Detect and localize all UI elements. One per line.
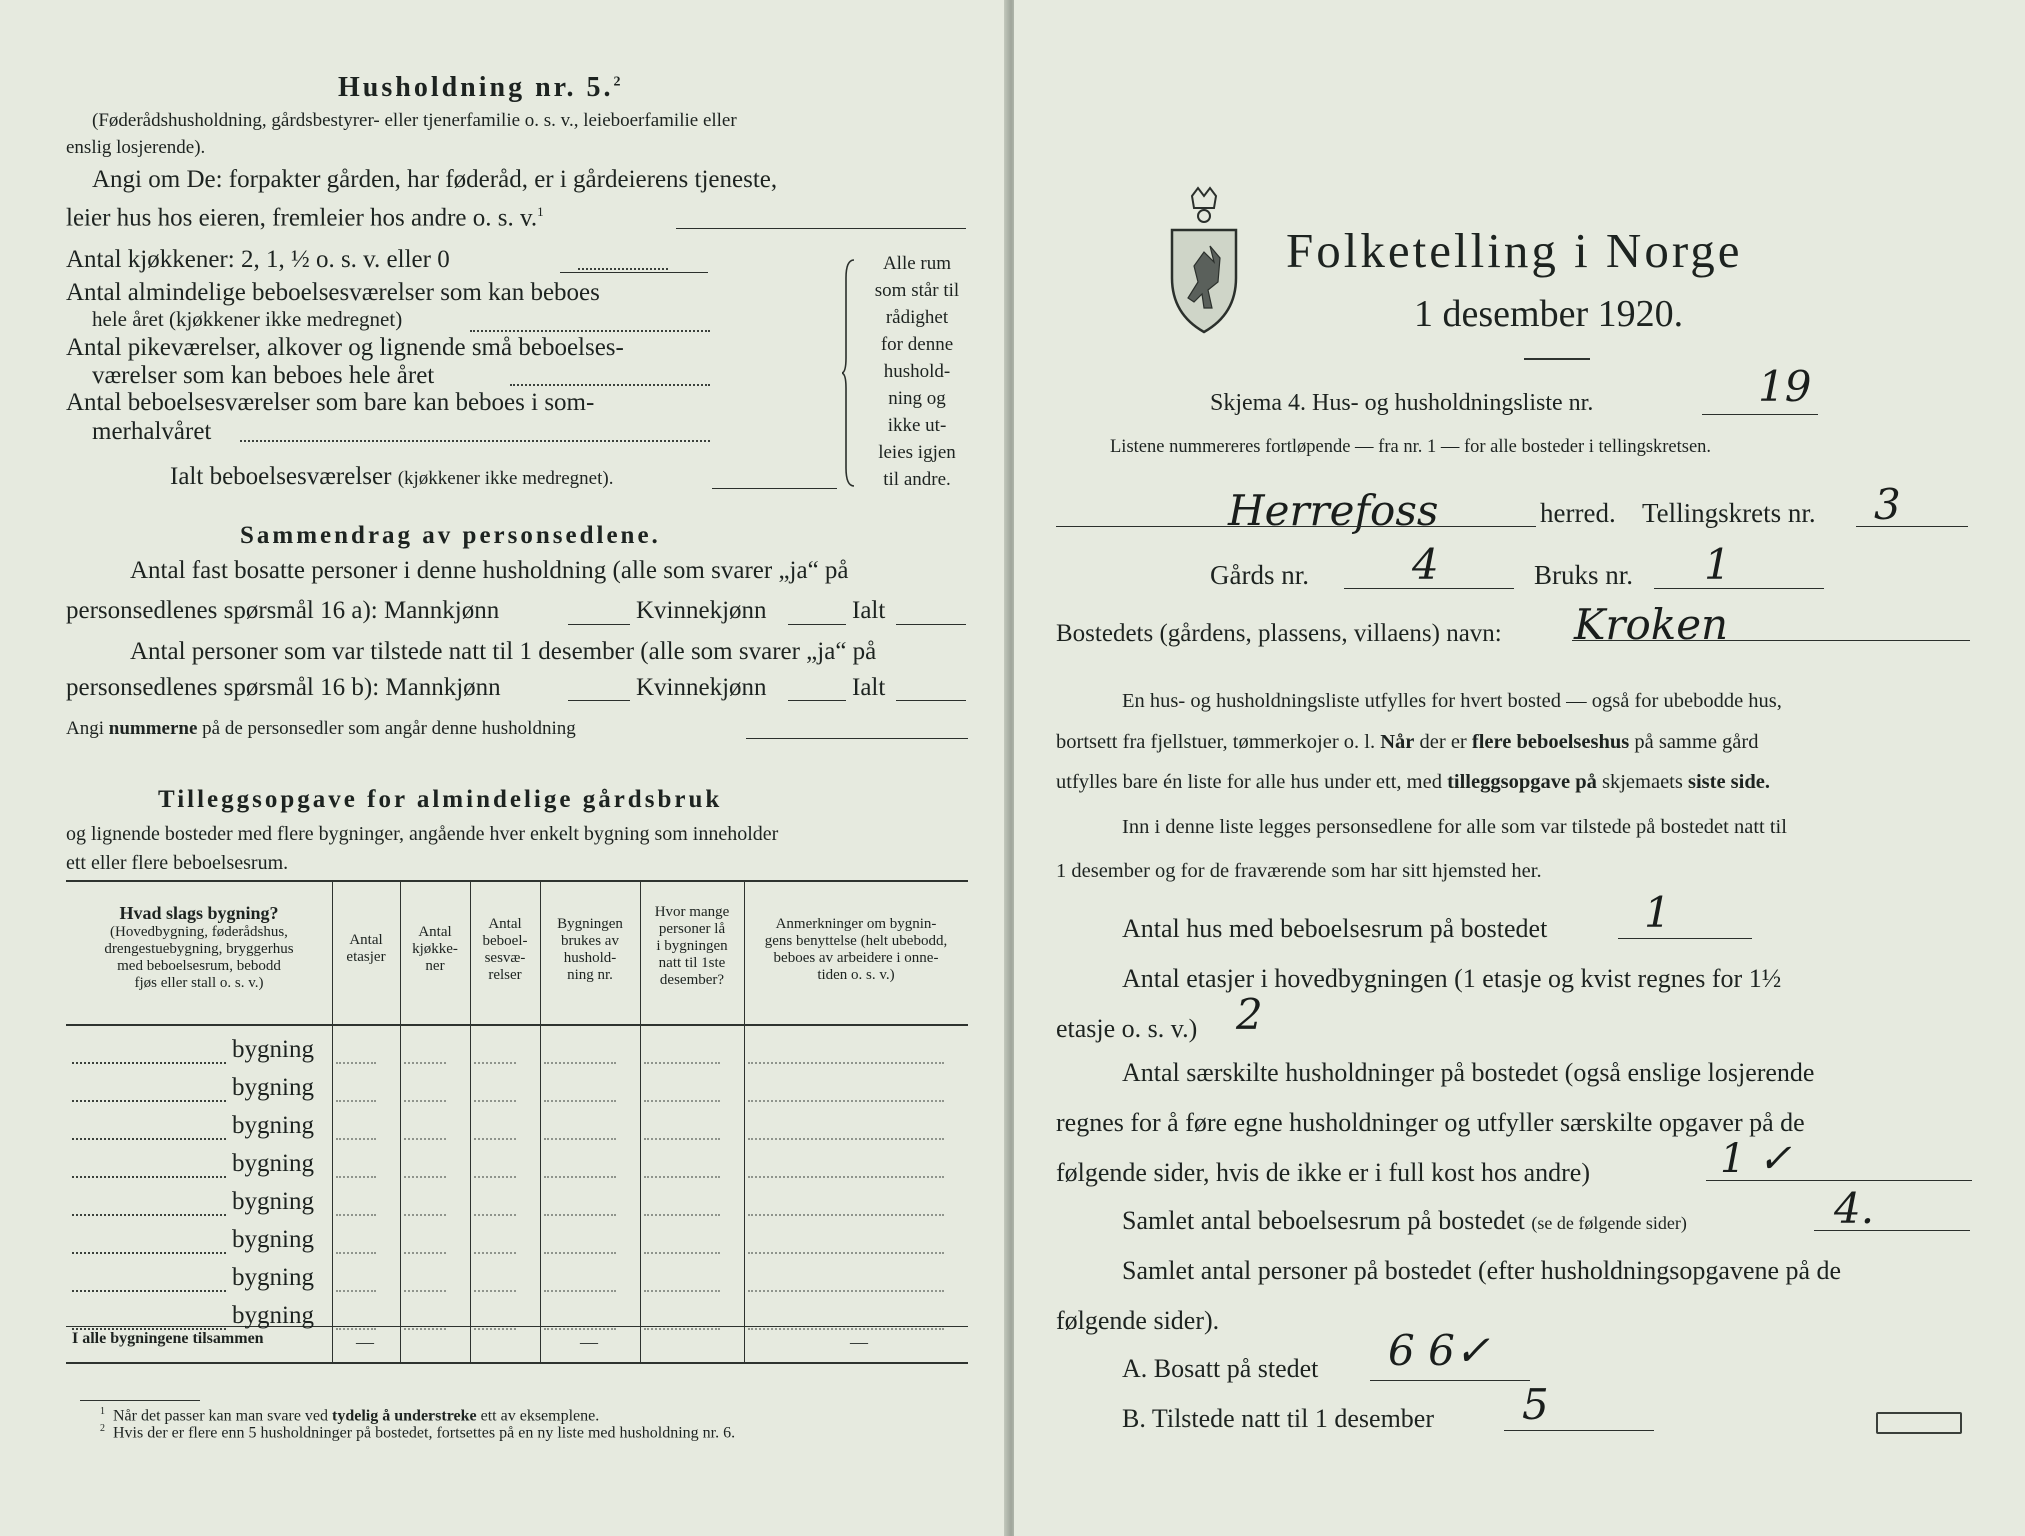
table-cell-field[interactable]	[644, 1252, 720, 1254]
table-top-rule	[66, 880, 968, 882]
col-header-floors	[332, 932, 400, 966]
col-header-line: brukes av	[561, 933, 619, 949]
footnote-1-bold: tydelig å understreke	[332, 1407, 477, 1425]
table-cell-field[interactable]	[748, 1328, 944, 1330]
building-type-field[interactable]	[72, 1214, 226, 1216]
col-header-line: relser	[488, 967, 522, 983]
table-cell-field[interactable]	[404, 1252, 446, 1254]
table-cell-field[interactable]	[336, 1328, 376, 1330]
person-numbers-label	[66, 718, 576, 740]
dwelling-name-line	[1572, 640, 1970, 641]
table-cell-field[interactable]	[644, 1062, 720, 1064]
household-intro-2: enslig losjerende).	[66, 137, 206, 158]
table-cell-field[interactable]	[474, 1328, 516, 1330]
summer-rooms-dots	[240, 440, 710, 442]
table-cell-field[interactable]	[336, 1214, 376, 1216]
present-male-line[interactable]	[568, 700, 630, 701]
ordinary-rooms-label: Antal almindelige beboelsesværelser som kan beboes	[66, 279, 600, 306]
col-header-line: Antal	[418, 924, 452, 940]
dwelling-name-value[interactable]: Kroken	[1574, 600, 1729, 649]
district-value[interactable]: 3	[1874, 480, 1901, 529]
households-label-2: regnes for å føre egne husholdninger og utfyller særskilte opgaver på de	[1056, 1108, 1805, 1137]
col-header-line: natt til 1ste	[658, 955, 726, 971]
footnote-1-post: ett av eksemplene.	[476, 1407, 600, 1425]
table-cell-field[interactable]	[474, 1252, 516, 1254]
present-female-line[interactable]	[788, 700, 846, 701]
table-cell-field[interactable]	[748, 1062, 944, 1064]
table-cell-field[interactable]	[404, 1100, 446, 1102]
present-value[interactable]: 5	[1522, 1380, 1549, 1429]
building-row-label: bygning	[232, 1074, 314, 1101]
household-title-text: Husholdning nr. 5.	[338, 72, 614, 103]
table-row	[66, 1034, 968, 1072]
census-date: 1 desember 1920.	[1414, 293, 1684, 335]
maid-rooms-label-2: værelser som kan beboes hele året	[92, 362, 435, 389]
total-rooms-note: (kjøkkener ikke medregnet).	[397, 468, 614, 489]
farm-no-value[interactable]: 4	[1412, 540, 1439, 589]
present-count-line-2	[66, 674, 501, 702]
resident-female-line[interactable]	[788, 624, 846, 625]
person-numbers-bold: nummerne	[108, 718, 198, 739]
total-rooms-site-label	[1122, 1206, 1687, 1236]
supplement-title: Tilleggsopgave for almindelige gårdsbruk	[158, 786, 723, 813]
schema-label: Skjema 4. Hus- og husholdningsliste nr.	[1210, 390, 1594, 416]
table-row	[66, 1262, 968, 1300]
table-cell-field[interactable]	[644, 1100, 720, 1102]
col-header-line: tiden o. s. v.)	[817, 967, 895, 983]
printer-stamp	[1876, 1412, 1962, 1434]
total-rooms-site-note: (se de følgende sider)	[1531, 1213, 1687, 1233]
present-line	[1504, 1430, 1654, 1431]
table-cell-field[interactable]	[336, 1138, 376, 1140]
angi-line-2	[66, 204, 544, 232]
table-cell-field[interactable]	[644, 1176, 720, 1178]
municipality-value[interactable]: Herrefoss	[1228, 486, 1439, 535]
table-cell-field[interactable]	[336, 1290, 376, 1292]
total-persons-label-1: Samlet antal personer på bostedet (efter husholdningsopgavene på de	[1122, 1256, 1842, 1285]
person-numbers-pre: Angi	[66, 718, 109, 739]
title-rule	[1524, 358, 1590, 360]
angi-answer-line[interactable]	[676, 228, 966, 229]
building-type-field[interactable]	[72, 1252, 226, 1254]
supplement-intro-1: og lignende bosteder med flere bygninger, angående hver enkelt bygning som inneholder	[66, 823, 779, 845]
present-count-line-1: Antal personer som var tilstede natt til 1 desember (alle som svarer „ja“ på	[130, 638, 877, 665]
person-numbers-post: på de personsedler som angår denne husholdning	[197, 718, 576, 739]
table-cell-field[interactable]	[748, 1214, 944, 1216]
summary-title: Sammendrag av personsedlene.	[240, 522, 661, 549]
instruction-line-2	[1056, 731, 1758, 754]
col-header-line: kjøkke-	[412, 941, 458, 957]
building-row-label: bygning	[232, 1112, 314, 1139]
total-rooms-site-value[interactable]: 4.	[1834, 1184, 1875, 1233]
col-header-line: ning nr.	[567, 967, 613, 983]
resident-label: A. Bosatt på stedet	[1122, 1354, 1319, 1383]
brace-note-line: rådighet	[885, 307, 949, 328]
col-header-line: etasjer	[346, 949, 386, 965]
present-label: B. Tilstede natt til 1 desember	[1122, 1404, 1434, 1433]
present-total-label: Ialt	[852, 674, 886, 701]
col-header-line: Hvor mange	[654, 904, 730, 920]
kitchen-dots	[578, 268, 668, 270]
total-dash-floors: —	[356, 1332, 374, 1352]
summer-rooms-label-2: merhalvåret	[92, 418, 212, 445]
table-row	[66, 1072, 968, 1110]
list-number-line	[1702, 414, 1818, 415]
table-row	[66, 1186, 968, 1224]
brace-note-line: ikke ut-	[887, 415, 947, 436]
brace-note-line: som står til	[874, 280, 960, 301]
resident-count-line-2	[66, 597, 499, 625]
col-header-sub-line: fjøs eller stall o. s. v.)	[134, 975, 264, 991]
table-cell-field[interactable]	[474, 1290, 516, 1292]
col-header-rooms	[470, 916, 540, 984]
resident-line	[1370, 1380, 1530, 1381]
total-persons-label-2: følgende sider).	[1056, 1306, 1220, 1335]
households-line	[1706, 1180, 1972, 1181]
instruction-3d: siste side.	[1687, 771, 1770, 793]
table-cell-field[interactable]	[748, 1138, 944, 1140]
households-label-1: Antal særskilte husholdninger på bostedet (også enslige losjerende	[1122, 1058, 1815, 1087]
instruction-2b: Når	[1380, 731, 1415, 753]
col-header-sub-line: (Hovedbygning, føderådshus,	[110, 924, 288, 940]
building-row-label: bygning	[232, 1150, 314, 1177]
instruction-line-5: 1 desember og for de fraværende som har sitt hjemsted her.	[1056, 860, 1542, 882]
building-row-label: bygning	[232, 1226, 314, 1253]
col-header-line: desember?	[659, 972, 725, 988]
table-bottom-rule	[66, 1362, 968, 1364]
table-row	[66, 1110, 968, 1148]
table-cell-field[interactable]	[748, 1252, 944, 1254]
total-rooms-answer-line[interactable]	[712, 488, 837, 489]
resident-count-line-1: Antal fast bosatte personer i denne husholdning (alle som svarer „ja“ på	[130, 557, 849, 584]
building-type-field[interactable]	[72, 1100, 226, 1102]
kitchen-count-label: Antal kjøkkener: 2, 1, ½ o. s. v. eller 0	[66, 246, 450, 273]
total-rooms-site-text: Samlet antal beboelsesrum på bostedet	[1122, 1206, 1525, 1235]
holding-no-label: Bruks nr.	[1534, 560, 1634, 590]
col-header-building-type	[66, 902, 332, 992]
table-cell-field[interactable]	[474, 1138, 516, 1140]
col-header-line: beboes av arbeidere i onne-	[773, 950, 939, 966]
right-page	[1014, 0, 2025, 1536]
angi-line-2-text: leier hus hos eieren, fremleier hos andre o. s. v.	[66, 204, 538, 232]
list-number-value[interactable]: 19	[1758, 362, 1812, 411]
table-row	[66, 1148, 968, 1186]
houses-label: Antal hus med beboelsesrum på bostedet	[1122, 914, 1548, 943]
floors-label-2: etasje o. s. v.)	[1056, 1014, 1198, 1043]
table-row	[66, 1224, 968, 1262]
table-cell-field[interactable]	[336, 1062, 376, 1064]
building-type-field[interactable]	[72, 1290, 226, 1292]
brace	[842, 258, 860, 488]
total-rooms-site-line	[1814, 1230, 1970, 1231]
left-page	[0, 0, 1010, 1536]
instruction-line-4: Inn i denne liste legges personsedlene for alle som var tilstede på bostedet natt til	[1122, 816, 1787, 838]
resident-male-label: personsedlenes spørsmål 16 a): Mannkjønn	[66, 597, 500, 624]
building-row-label: bygning	[232, 1188, 314, 1215]
person-numbers-line[interactable]	[746, 738, 968, 739]
houses-value[interactable]: 1	[1644, 888, 1671, 937]
footnote-rule	[80, 1400, 200, 1401]
building-type-field[interactable]	[72, 1062, 226, 1064]
table-cell-field[interactable]	[644, 1290, 720, 1292]
numbering-note: Listene nummereres fortløpende — fra nr. 1 — for alle bosteder i tellingskretsen.	[1110, 437, 1712, 457]
table-cell-field[interactable]	[404, 1290, 446, 1292]
maid-rooms-dots	[510, 384, 710, 386]
footnote-2-text: Hvis der er flere enn 5 husholdninger på bostedet, fortsettes på en ny liste med husholdning nr. 6.	[113, 1424, 736, 1442]
instruction-line-1: En hus- og husholdningsliste utfylles for hvert bosted — også for ubebodde hus,	[1122, 690, 1782, 712]
resident-total-label: Ialt	[852, 597, 886, 624]
table-cell-field[interactable]	[544, 1100, 616, 1102]
instruction-2c: der er	[1414, 731, 1472, 753]
municipality-label: herred.	[1540, 498, 1616, 528]
instruction-2e: på samme gård	[1629, 731, 1759, 753]
instruction-line-3	[1056, 771, 1770, 794]
table-header-rule	[66, 1024, 968, 1026]
table-cell-field[interactable]	[644, 1328, 720, 1330]
table-cell-field[interactable]	[404, 1328, 446, 1330]
angi-line-1: Angi om De: forpakter gården, har føderåd, er i gårdeierens tjeneste,	[92, 166, 778, 193]
table-cell-field[interactable]	[474, 1062, 516, 1064]
households-label-3: følgende sider, hvis de ikke er i full kost hos andre)	[1056, 1158, 1590, 1187]
table-cell-field[interactable]	[336, 1100, 376, 1102]
footnote-2-mark: 2	[100, 1423, 105, 1434]
col-header-persons	[640, 904, 744, 989]
table-cell-field[interactable]	[336, 1176, 376, 1178]
resident-female-label: Kvinnekjønn	[636, 597, 767, 624]
footnote-1-mark: 1	[100, 1406, 105, 1417]
table-cell-field[interactable]	[544, 1214, 616, 1216]
brace-note-line: ning og	[888, 388, 946, 409]
household-title	[338, 72, 624, 104]
total-row-label: I alle bygningene tilsammen	[72, 1330, 264, 1347]
building-row-label: bygning	[232, 1264, 314, 1291]
col-header-sub-line: drengestuebygning, bryggerhus	[104, 941, 294, 957]
angi-footnote-mark: 1	[537, 204, 544, 219]
footnote-2	[100, 1423, 735, 1442]
footnote-1-pre: Når det passer kan man svare ved	[113, 1407, 333, 1425]
present-female-label: Kvinnekjønn	[636, 674, 767, 701]
district-label: Tellingskrets nr.	[1642, 498, 1816, 528]
col-header-remarks	[744, 916, 968, 984]
table-cell-field[interactable]	[404, 1138, 446, 1140]
municipality-line	[1056, 526, 1536, 527]
holding-no-value[interactable]: 1	[1704, 540, 1731, 589]
table-cell-field[interactable]	[644, 1214, 720, 1216]
col-header-line: Antal	[488, 916, 522, 932]
building-type-field[interactable]	[72, 1176, 226, 1178]
census-title: Folketelling i Norge	[1286, 223, 1743, 278]
instruction-3c: skjemaets	[1596, 771, 1688, 793]
resident-total-line[interactable]	[896, 624, 966, 625]
instruction-2a: bortsett fra fjellstuer, tømmerkojer o. l.	[1056, 731, 1381, 753]
summer-rooms-label: Antal beboelsesværelser som bare kan beboes i som-	[66, 389, 595, 416]
floors-label-1: Antal etasjer i hovedbygningen (1 etasje og kvist regnes for 1½	[1122, 964, 1782, 993]
table-cell-field[interactable]	[474, 1100, 516, 1102]
district-line	[1856, 526, 1968, 527]
supplement-intro-2: ett eller flere beboelsesrum.	[66, 852, 289, 874]
building-type-field[interactable]	[72, 1138, 226, 1140]
table-cell-field[interactable]	[644, 1138, 720, 1140]
col-header-household-no	[540, 916, 640, 984]
col-header-line: sesvæ-	[484, 950, 526, 966]
table-cell-field[interactable]	[544, 1328, 616, 1330]
table-cell-field[interactable]	[404, 1176, 446, 1178]
col-header-sub-line: med beboelsesrum, bebodd	[117, 958, 281, 974]
col-header-line: personer lå	[658, 921, 726, 937]
table-cell-field[interactable]	[404, 1214, 446, 1216]
total-dash-remarks: —	[850, 1332, 868, 1352]
floors-value[interactable]: 2	[1236, 990, 1263, 1039]
total-rooms-label	[170, 463, 613, 491]
household-intro: (Føderådshusholdning, gårdsbestyrer- eller tjenerfamilie o. s. v., leieboerfamilie eller	[92, 110, 737, 131]
table-cell-field[interactable]	[544, 1138, 616, 1140]
brace-note-line: for denne	[880, 334, 954, 355]
table-cell-field[interactable]	[544, 1176, 616, 1178]
col-header-kitchens	[400, 924, 470, 975]
houses-line	[1618, 938, 1752, 939]
instruction-3a: utfylles bare én liste for alle hus under ett, med	[1056, 771, 1448, 793]
col-header-line: Bygningen	[557, 916, 623, 932]
present-total-line[interactable]	[896, 700, 966, 701]
col-header-line: gens benyttelse (helt ubebodd,	[764, 933, 948, 949]
table-cell-field[interactable]	[474, 1176, 516, 1178]
holding-no-line	[1654, 588, 1824, 589]
farm-no-label: Gårds nr.	[1210, 560, 1309, 590]
building-row-label: bygning	[232, 1302, 314, 1329]
building-table	[66, 880, 968, 1380]
table-cell-field[interactable]	[336, 1252, 376, 1254]
col-header-line: i bygningen	[656, 938, 728, 954]
table-cell-field[interactable]	[748, 1100, 944, 1102]
resident-value[interactable]: 6 6✓	[1388, 1326, 1490, 1375]
table-cell-field[interactable]	[474, 1214, 516, 1216]
brace-note	[862, 250, 972, 493]
total-rooms-text: Ialt beboelsesværelser	[170, 463, 392, 490]
col-header-building-type-title: Hvad slags bygning?	[119, 903, 279, 923]
coat-of-arms-icon	[1164, 186, 1244, 336]
ordinary-rooms-label-2: hele året (kjøkkener ikke medregnet)	[92, 307, 403, 331]
brace-note-line: til andre.	[883, 469, 951, 490]
kitchen-answer-line[interactable]	[560, 272, 708, 273]
brace-note-line: Alle rum	[882, 253, 952, 274]
ordinary-rooms-dots	[470, 330, 710, 332]
table-cell-field[interactable]	[544, 1290, 616, 1292]
table-cell-field[interactable]	[404, 1062, 446, 1064]
instruction-2d: flere beboelseshus	[1471, 731, 1630, 753]
dwelling-name-label: Bostedets (gårdens, plassens, villaens) navn:	[1056, 620, 1502, 647]
households-value[interactable]: 1 ✓	[1720, 1136, 1792, 1182]
table-cell-field[interactable]	[748, 1176, 944, 1178]
col-header-line: beboel-	[482, 933, 528, 949]
col-header-line: hushold-	[563, 950, 617, 966]
brace-note-line: leies igjen	[878, 442, 956, 463]
table-cell-field[interactable]	[544, 1252, 616, 1254]
total-dash-household: —	[580, 1332, 598, 1352]
maid-rooms-label: Antal pikeværelser, alkover og lignende små beboelses-	[66, 334, 624, 361]
resident-male-line[interactable]	[568, 624, 630, 625]
col-header-line: Antal	[349, 932, 383, 948]
instruction-3b: tilleggsopgave på	[1447, 771, 1597, 793]
col-header-line: ner	[425, 958, 445, 974]
present-male-label: personsedlenes spørsmål 16 b): Mannkjønn	[66, 674, 501, 701]
col-header-line: Anmerkninger om bygnin-	[775, 916, 937, 932]
table-cell-field[interactable]	[748, 1290, 944, 1292]
farm-no-line	[1344, 588, 1514, 589]
table-cell-field[interactable]	[544, 1062, 616, 1064]
title-footnote-mark: 2	[613, 74, 624, 90]
brace-note-line: hushold-	[883, 361, 951, 382]
building-row-label: bygning	[232, 1036, 314, 1063]
